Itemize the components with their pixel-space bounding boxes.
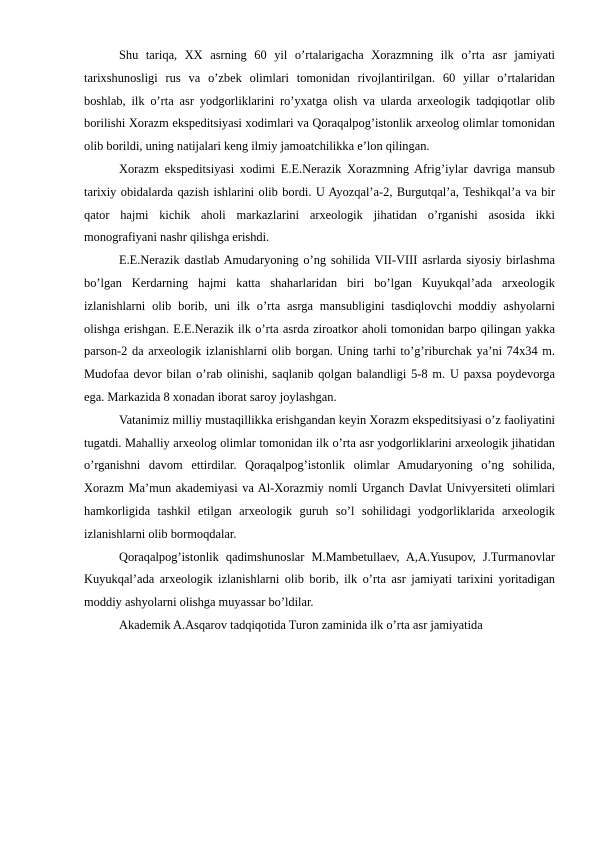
- paragraph-5: Qoraqalpog’istonlik qadimshunoslar M.Mambetullaev, A,A.Yusupov, J.Turmanovlar Kuyukqal’ada arxeologik izlanishlarni olib borib, ilk o’rta asr jamiyati tarixini yoritadigan moddiy ashyolarni olishga muyassar bo’ldilar.: [84, 549, 555, 610]
- paragraph-6: Akademik A.Asqarov tadqiqotida Turon zaminida ilk o’rta asr jamiyatida: [119, 617, 483, 632]
- paragraph-4: Vatanimiz milliy mustaqillikka erishgandan keyin Xorazm ekspeditsiyasi o’z faoliyatini tugatdi. Mahalliy arxeolog olimlar tomonidan ilk o’rta asr yodgorliklarini arxeologik jihatidan o’rganishni davom ettirdilar. Qoraqalpog’istonlik olimlar Amudaryoning o’ng sohilida, Xorazm Ma’mun akademiyasi va Al-Xorazmiy nomli Urganch Davlat Univyersiteti olimlari hamkorligida tashkil etilgan arxeologik guruh so’l sohilidagi yodgorliklarida arxeologik izlanishlarni olib bormoqdalar.: [84, 412, 555, 541]
- paragraph-3: E.E.Nerazik dastlab Amudaryoning o’ng sohilida VII-VIII asrlarda siyosiy birlashma bo’lgan Kerdarning hajmi katta shaharlaridan biri bo’lgan Kuyukqal’ada arxeologik izlanishlarni olib borib, uni ilk o’rta asrga mansubligini tasdiqlovchi moddiy ashyolarni olishga erishgan. E.E.Nerazik ilk o’rta asrda ziroatkor aholi tomonidan barpo qilingan yakka parson-2 da arxeologik izlanishlarni olib borgan. Uning tarhi to’g’riburchak ya’ni 74x34 m. Mudofaa devor bilan o’rab olinishi, saqlanib qolgan balandligi 5-8 m. U paxsa poydevorga ega. Markazida 8 xonadan iborat saroy joylashgan.: [84, 253, 555, 404]
- paragraph-1: Shu tariqa, XX asrning 60 yil o’rtalarigacha Xorazmning ilk o’rta asr jamiyati tarixshunosligi rus va o’zbek olimlari tomonidan rivojlantirilgan. 60 yillar o’rtalaridan boshlab, ilk o’rta asr yodgorliklarini ro’yxatga olish va ularda arxeologik tadqiqotlar olib borilishi Xorazm ekspeditsiyasi xodimlari va Qoraqalpog’istonlik arxeolog olimlar tomonidan olib borildi, uning natijalari keng ilmiy jamoatchilikka e’lon qilingan.: [84, 48, 555, 154]
- paragraph-2: Xorazm ekspeditsiyasi xodimi E.E.Nerazik Xorazmning Afrig’iylar davriga mansub tarixiy obidalarda qazish ishlarini olib bordi. U Ayozqal’a-2, Burgutqal’a, Teshikqal’a va bir qator hajmi kichik aholi markazlarini arxeologik jihatidan o’rganishi asosida ikki monografiyani nashr qilishga erishdi.: [84, 161, 555, 245]
- document-page: [84, 44, 555, 637]
